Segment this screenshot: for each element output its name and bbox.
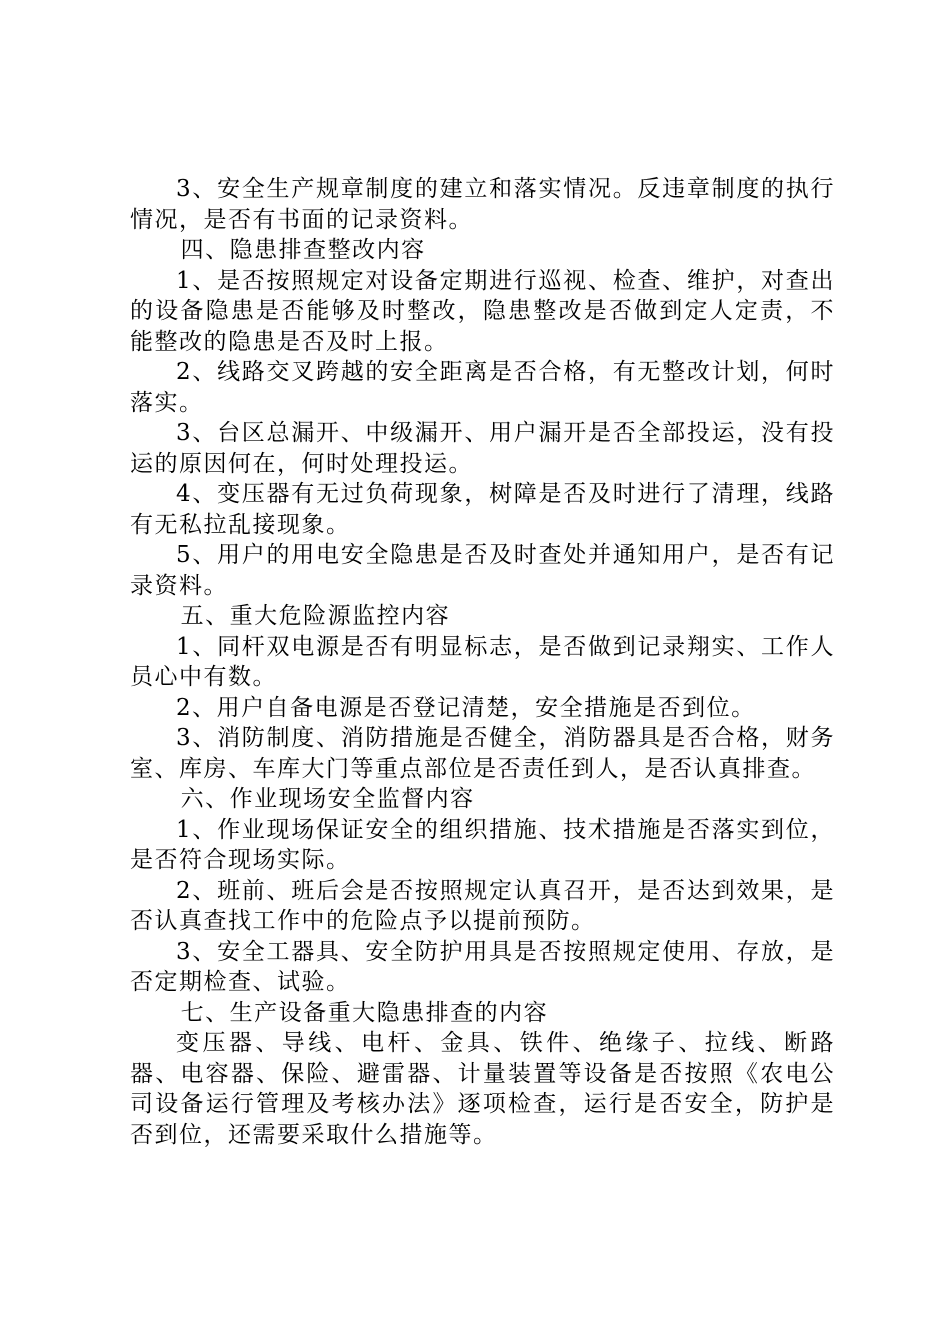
paragraph-2: 1、是否按照规定对设备定期进行巡视、检查、维护，对查出的设备隐患是否能够及时整改，隐患整改是否做到定人定责，不能整改的隐患是否及时上报。 xyxy=(130,267,835,355)
paragraph-6: 5、用户的用电安全隐患是否及时查处并通知用户，是否有记录资料。 xyxy=(130,542,835,599)
paragraph-8: 2、用户自备电源是否登记清楚，安全措施是否到位。 xyxy=(176,694,756,721)
paragraph-9: 3、消防制度、消防措施是否健全，消防器具是否合格，财务室、库房、车库大门等重点部位是否责任到人，是否认真排查。 xyxy=(130,725,835,782)
paragraph-7: 1、同杆双电源是否有明显标志，是否做到记录翔实、工作人员心中有数。 xyxy=(130,633,835,690)
section-heading-5: 五、重大危险源监控内容 xyxy=(180,603,451,629)
paragraph-13: 变压器、导线、电杆、金具、铁件、绝缘子、拉线、断路器、电容器、保险、避雷器、计量装置等设备是否按照《农电公司设备运行管理及考核办法》逐项检查，运行是否安全，防护是否到位，还需要采取什么措施等。 xyxy=(130,1030,835,1148)
section-heading-7: 七、生产设备重大隐患排查的内容 xyxy=(180,999,549,1026)
paragraph-5: 4、变压器有无过负荷现象，树障是否及时进行了清理，线路有无私拉乱接现象。 xyxy=(130,481,835,538)
paragraph-4: 3、台区总漏开、中级漏开、用户漏开是否全部投运，没有投运的原因何在，何时处理投运。 xyxy=(130,420,835,477)
section-heading-4: 四、隐患排查整改内容 xyxy=(180,237,426,263)
paragraph-12: 3、安全工器具、安全防护用具是否按照规定使用、存放，是否定期检查、试验。 xyxy=(130,938,835,995)
paragraph-1: 3、安全生产规章制度的建立和落实情况。反违章制度的执行情况，是否有书面的记录资料。 xyxy=(130,176,835,233)
paragraph-10: 1、作业现场保证安全的组织措施、技术措施是否落实到位，是否符合现场实际。 xyxy=(130,816,835,873)
document-body xyxy=(130,174,835,1150)
section-heading-6: 六、作业现场安全监督内容 xyxy=(180,786,475,812)
paragraph-11: 2、班前、班后会是否按照规定认真召开，是否达到效果，是否认真查找工作中的危险点予以提前预防。 xyxy=(130,877,835,934)
paragraph-3: 2、线路交叉跨越的安全距离是否合格，有无整改计划，何时落实。 xyxy=(130,359,835,416)
